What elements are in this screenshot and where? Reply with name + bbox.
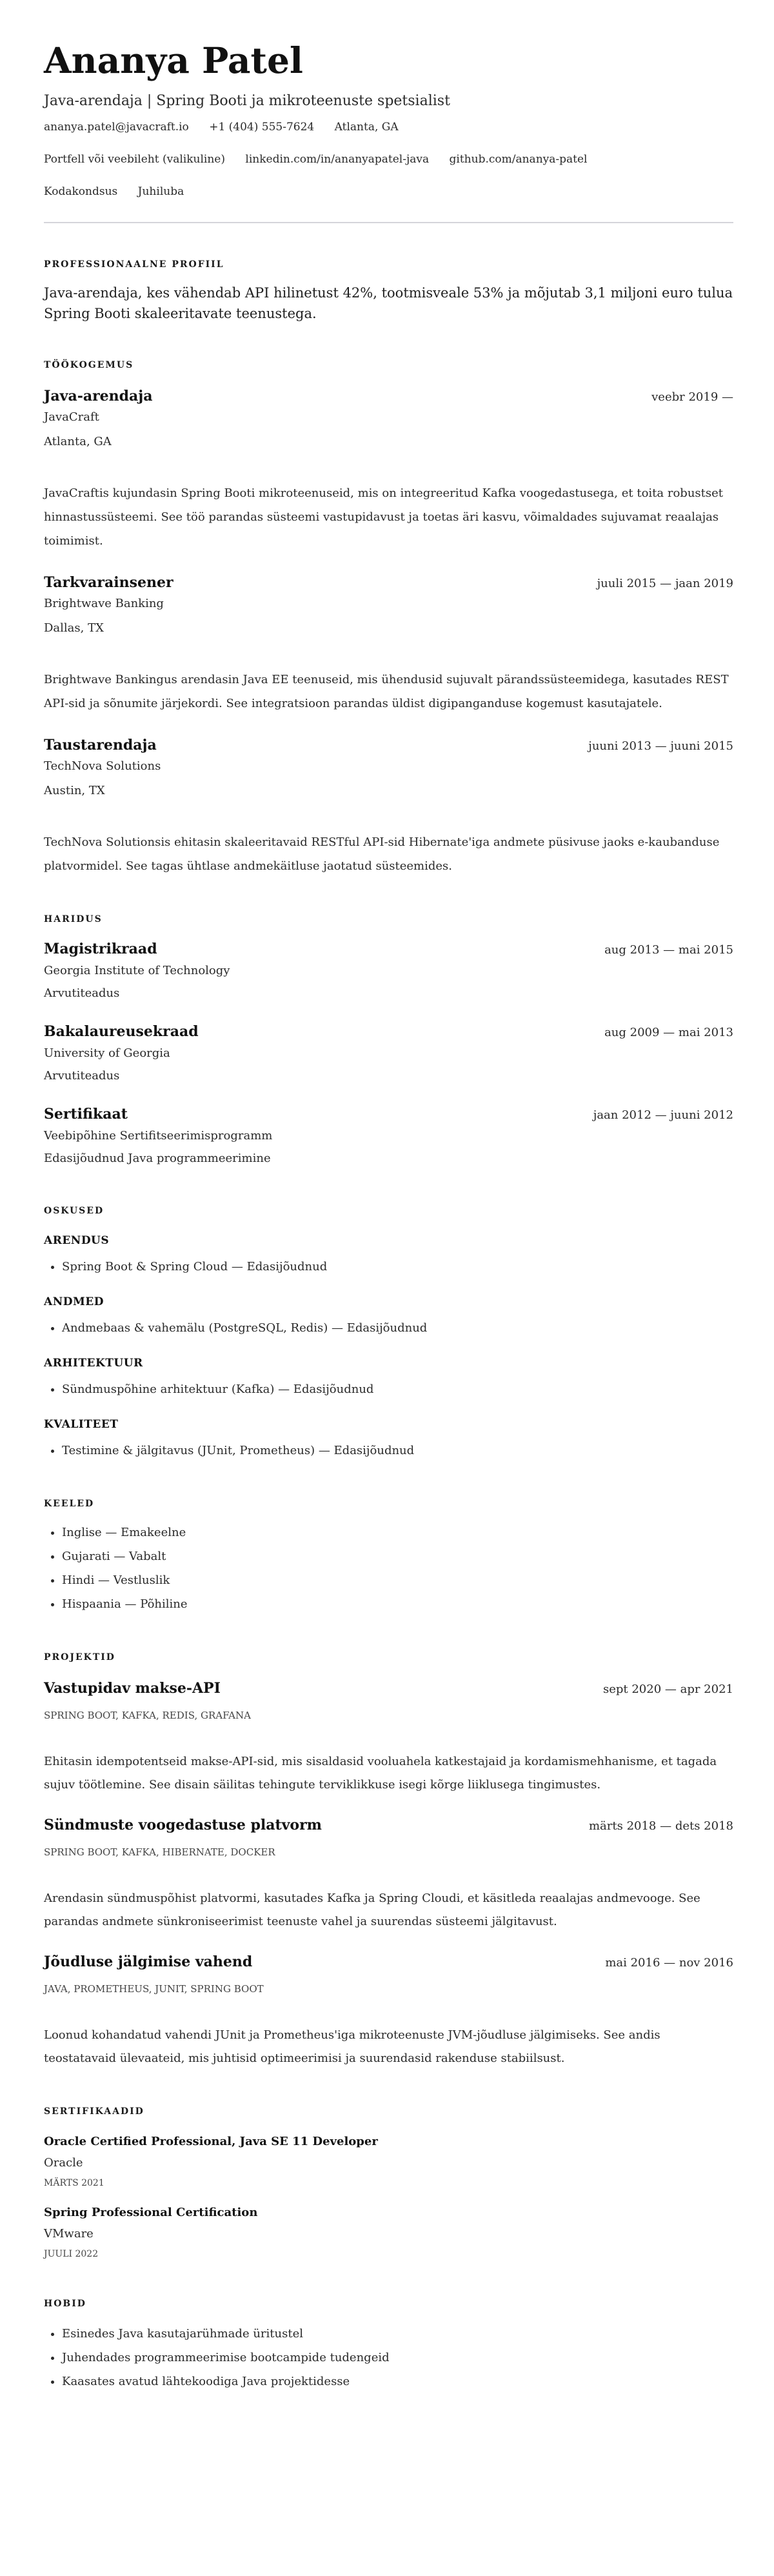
certification-name: Oracle Certified Professional, Java SE 11 Developer — [44, 2135, 378, 2148]
section-title: PROJEKTID — [44, 1652, 115, 1662]
project-description: Ehitasin idempotentseid makse-API-sid, mis sisaldasid vooluahela katkestajaid ja kordamismehhanisme, et tagada sujuv töötlemine. See disain säilitas tehingute terviklikkuse isegi kõrge liiklusega tingimustes. — [44, 1755, 717, 1792]
certification-entry — [44, 2132, 733, 2192]
project-dates: sept 2020 — apr 2021 — [602, 1682, 733, 1696]
education-dates: aug 2013 — mai 2015 — [604, 943, 733, 957]
profile-section — [44, 258, 733, 324]
contact-info — [44, 111, 733, 143]
candidate-headline: Java-arendaja | Spring Booti ja mikroteenuste spetsialist — [44, 93, 450, 109]
job-description: Brightwave Bankingus arendasin Java EE teenuseid, mis ühendusid sujuvalt pärandssüsteemidega, kasutades REST API-sid ja sõnumite järjekordi. See integratsioon parandas üldist digipanganduse kogemust kasutajatele. — [44, 673, 729, 710]
skill-item: • Spring Boot & Spring Cloud — Edasijõudnud — [62, 1255, 733, 1279]
citizenship: Kodakondsus — [44, 185, 118, 198]
project-entry — [44, 1952, 733, 2070]
degree: Bakalaureusekraad — [44, 1023, 199, 1040]
project-tech: SPRING BOOT, KAFKA, HIBERNATE, DOCKER — [44, 1846, 275, 1858]
languages-section — [44, 1497, 733, 1616]
language-item: • Hispaania — Põhiline — [62, 1592, 733, 1616]
header-divider — [44, 222, 733, 223]
project-description: Arendasin sündmuspõhist platvormi, kasutades Kafka ja Spring Cloudi, et käsitleda reaalajas andmevooge. See parandas andmete sünkroniseerimist teenuste vahel ja suurendas süsteemi jälgitavust. — [44, 1892, 700, 1928]
project-entry — [44, 1815, 733, 1933]
skill-group — [44, 1354, 733, 1401]
location: Atlanta, GA — [334, 121, 399, 134]
skill-item: • Andmebaas & vahemälu (PostgreSQL, Redis) — Edasijõudnud — [62, 1316, 733, 1340]
job-location: Atlanta, GA — [44, 435, 112, 448]
project-name: Vastupidav makse-API — [44, 1680, 221, 1697]
project-description: Loonud kohandatud vahendi JUnit ja Prometheus'iga mikroteenuste JVM-jõudluse jälgimiseks. See andis teostatavaid ülevaateid, mis juhtisid optimeerimisi ja suurendasid rakenduse stabiilsust. — [44, 2028, 660, 2065]
project-dates: märts 2018 — dets 2018 — [588, 1819, 733, 1833]
education-dates: jaan 2012 — juuni 2012 — [593, 1108, 733, 1122]
certification-entry — [44, 2203, 733, 2262]
certification-date: MÄRTS 2021 — [44, 2178, 104, 2188]
github-link[interactable]: github.com/ananya-patel — [449, 153, 588, 166]
certification-date: JUULI 2022 — [44, 2249, 99, 2259]
experience-entry — [44, 386, 733, 553]
field-of-study: Edasijõudnud Java programmeerimine — [44, 1152, 271, 1165]
skills-section — [44, 1204, 733, 1463]
education-dates: aug 2009 — mai 2013 — [604, 1026, 733, 1039]
education-entry — [44, 1104, 733, 1170]
skill-group-title: ARENDUS — [44, 1234, 110, 1247]
projects-section — [44, 1651, 733, 2070]
project-name: Sündmuste voogedastuse platvorm — [44, 1817, 322, 1833]
section-title: KEELED — [44, 1499, 95, 1509]
skill-group — [44, 1415, 733, 1463]
certification-name: Spring Professional Certification — [44, 2206, 258, 2219]
job-title: Java-arendaja — [44, 388, 153, 404]
section-title: SERTIFIKAADID — [44, 2106, 144, 2117]
section-title: OSKUSED — [44, 1206, 104, 1216]
skill-group-title: ANDMED — [44, 1295, 104, 1308]
skill-group-title: ARHITEKTUUR — [44, 1357, 143, 1370]
section-title: HARIDUS — [44, 914, 103, 924]
education-entry — [44, 939, 733, 1004]
email-link[interactable]: ananya.patel@javacraft.io — [44, 121, 189, 134]
job-dates: juuni 2013 — juuni 2015 — [588, 739, 733, 753]
language-item: • Gujarati — Vabalt — [62, 1544, 733, 1568]
school: University of Georgia — [44, 1046, 170, 1060]
field-of-study: Arvutiteadus — [44, 1069, 120, 1083]
profile-links — [44, 143, 733, 175]
hobby-item: • Juhendades programmeerimise bootcampide tudengeid — [62, 2346, 733, 2370]
project-tech: SPRING BOOT, KAFKA, REDIS, GRAFANA — [44, 1710, 251, 1721]
education-entry — [44, 1021, 733, 1087]
resume-header — [44, 41, 733, 223]
language-item: • Inglise — Emakeelne — [62, 1521, 733, 1544]
extra-info — [44, 175, 733, 208]
job-location: Dallas, TX — [44, 621, 104, 635]
skill-item: • Sündmuspõhine arhitektuur (Kafka) — Edasijõudnud — [62, 1377, 733, 1401]
experience-section — [44, 359, 733, 878]
company: Brightwave Banking — [44, 597, 164, 610]
linkedin-link[interactable]: linkedin.com/in/ananyapatel-java — [245, 153, 430, 166]
project-tech: JAVA, PROMETHEUS, JUNIT, SPRING BOOT — [44, 1983, 264, 1995]
project-name: Jõudluse jälgimise vahend — [44, 1953, 253, 1970]
degree: Magistrikraad — [44, 941, 157, 957]
school: Veebipõhine Sertifitseerimisprogramm — [44, 1129, 273, 1143]
section-title: HOBID — [44, 2299, 86, 2309]
skill-group — [44, 1232, 733, 1279]
school: Georgia Institute of Technology — [44, 964, 230, 977]
experience-entry — [44, 572, 733, 715]
degree: Sertifikaat — [44, 1106, 128, 1123]
education-section — [44, 913, 733, 1170]
skill-group — [44, 1293, 733, 1340]
certification-issuer: Oracle — [44, 2156, 83, 2170]
job-dates: juuli 2015 — jaan 2019 — [597, 577, 733, 590]
job-description: JavaCraftis kujundasin Spring Booti mikroteenuseid, mis on integreeritud Kafka voogedastusega, et toita robustset hinnastussüsteemi. See töö parandas süsteemi vastupidavust ja toetas äri kasvu, võimaldades sujuvamat reaalajas toimimist. — [44, 486, 723, 548]
project-entry — [44, 1678, 733, 1797]
job-location: Austin, TX — [44, 784, 105, 797]
job-title: Taustarendaja — [44, 737, 157, 754]
section-title: PROFESSIONAALNE PROFIIL — [44, 259, 224, 270]
hobbies-section — [44, 2297, 733, 2393]
language-item: • Hindi — Vestluslik — [62, 1568, 733, 1592]
section-title: TÖÖKOGEMUS — [44, 360, 134, 370]
skill-item: • Testimine & jälgitavus (JUnit, Prometheus) — Edasijõudnud — [62, 1439, 733, 1463]
job-dates: veebr 2019 — — [651, 390, 733, 404]
skill-group-title: KVALITEET — [44, 1418, 119, 1431]
certifications-section — [44, 2105, 733, 2262]
hobby-item: • Kaasates avatud lähtekoodiga Java projektidesse — [62, 2370, 733, 2393]
drivers-license: Juhiluba — [137, 185, 184, 198]
portfolio-link[interactable]: Portfell või veebileht (valikuline) — [44, 153, 225, 166]
experience-entry — [44, 735, 733, 878]
hobby-item: • Esinedes Java kasutajarühmade üritustel — [62, 2322, 733, 2346]
field-of-study: Arvutiteadus — [44, 986, 120, 1000]
certification-issuer: VMware — [44, 2227, 94, 2241]
job-description: TechNova Solutionsis ehitasin skaleeritavaid RESTful API-sid Hibernate'iga andmete püsivuse jaoks e-kaubanduse platvormidel. See tagas ühtlase andmekäitluse jaotatud süsteemides. — [44, 835, 720, 873]
project-dates: mai 2016 — nov 2016 — [605, 1956, 733, 1970]
profile-summary: Java-arendaja, kes vähendab API hilinetust 42%, tootmisveale 53% ja mõjutab 3,1 miljoni euro tulua Spring Booti skaleeritavate teenustega. — [44, 285, 733, 321]
candidate-name: Ananya Patel — [44, 39, 303, 81]
job-title: Tarkvarainsener — [44, 574, 174, 591]
company: TechNova Solutions — [44, 759, 161, 773]
company: JavaCraft — [44, 410, 99, 424]
phone-number[interactable]: +1 (404) 555-7624 — [209, 121, 315, 134]
